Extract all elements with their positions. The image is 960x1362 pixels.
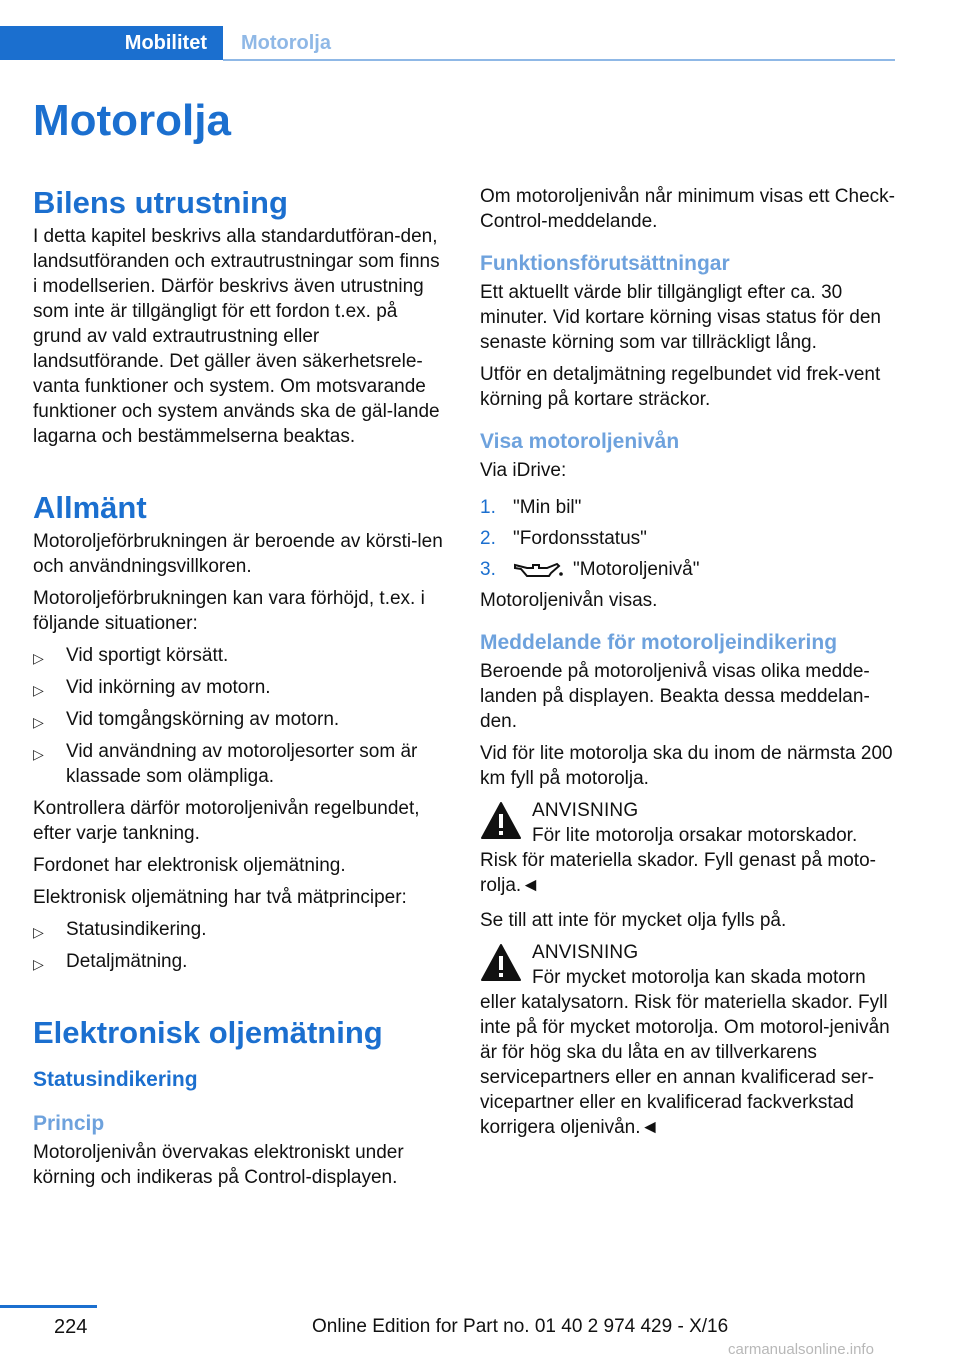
- paragraph-message: Beroende på motoroljenivå visas olika medde-landen på displayen. Beakta dessa meddelan-den.: [480, 661, 870, 732]
- heading-principle: Princip: [33, 1112, 105, 1135]
- triangle-bullet-icon: ▷: [33, 682, 44, 698]
- paragraph-requirements-2: Utför en detaljmätning regelbundet vid frek-vent körning på kortare sträckor.: [480, 364, 881, 410]
- left-column: [33, 184, 448, 1197]
- warning-low-oil: [480, 798, 898, 898]
- list-item: ▷ Detaljmätning.: [33, 949, 448, 974]
- paragraph-principle: Motoroljenivån övervakas elektroniskt under körning och indikeras på Control-displayen.: [33, 1142, 404, 1188]
- page-number: 224: [54, 1316, 88, 1338]
- list-item: ▷ Vid tomgångskörning av motorn.: [33, 707, 448, 732]
- warning-triangle-icon: [480, 800, 522, 842]
- triangle-bullet-icon: ▷: [33, 714, 44, 730]
- list-item: 2. "Fordonsstatus": [480, 528, 647, 549]
- paragraph-check: Kontrollera därför motoroljenivån regelbundet, efter varje tankning.: [33, 798, 420, 844]
- right-column: [480, 184, 898, 1150]
- list-item: ▷ Vid sportigt körsätt.: [33, 643, 448, 668]
- header-bar: [0, 26, 895, 62]
- list-item: ▷ Statusindikering.: [33, 917, 448, 942]
- header-divider: [223, 59, 895, 61]
- paragraph-via: Via iDrive:: [480, 460, 567, 481]
- heading-status: Statusindikering: [33, 1068, 198, 1091]
- paragraph-principles: Elektronisk oljemätning har två mätprinciper:: [33, 887, 407, 908]
- heading-equipment: Bilens utrustning: [33, 185, 288, 220]
- oil-can-icon: [513, 560, 565, 580]
- paragraph-electronic: Fordonet har elektronisk oljemätning.: [33, 855, 346, 876]
- tab-label: Motorolja: [241, 31, 331, 54]
- paragraph-general-2: Motoroljeförbrukningen kan vara förhöjd, t.ex. i följande situationer:: [33, 588, 425, 634]
- heading-message: Meddelande för motoroljeindikering: [480, 631, 838, 654]
- list-item: ▷ Vid inkörning av motorn.: [33, 675, 448, 700]
- triangle-bullet-icon: ▷: [33, 924, 44, 940]
- principle-list: [33, 917, 448, 974]
- paragraph-shown: Motoroljenivån visas.: [480, 590, 658, 611]
- paragraph-requirements-1: Ett aktuellt värde blir tillgängligt efter ca. 30 minuter. Vid kortare körning visas status för den senaste körning som var tillräckligt lång.: [480, 282, 881, 353]
- heading-general: Allmänt: [33, 490, 147, 525]
- paragraph-equipment: I detta kapitel beskrivs alla standardutföran-den, landsutföranden och extrautrustningar som finns i modellserien. Därför beskrivs även utrustning som inte är tillgängligt för ett fordon t.ex. på grund av vald extrautrustning eller landsutförande. Det gäller även säkerhetsrele-vanta funktioner och system. Om motsvarande funktioner och system används ska de gäl-lande lagarna och bestämmelserna beaktas.: [33, 226, 440, 447]
- paragraph-general-1: Motoroljeförbrukningen är beroende av körsti-len och användningsvillkoren.: [33, 531, 443, 577]
- step-list: [480, 495, 898, 582]
- edition-text: Online Edition for Part no. 01 40 2 974 429 - X/16: [312, 1316, 729, 1337]
- tab-mobilitet[interactable]: [0, 26, 223, 60]
- tab-label: Mobilitet: [124, 31, 207, 54]
- paragraph-minimum: Om motoroljenivån når minimum visas ett Check-Control-meddelande.: [480, 186, 895, 232]
- situation-list: [33, 643, 448, 789]
- paragraph-not-much: Se till att inte för mycket olja fylls på.: [480, 910, 787, 931]
- page-title: Motorolja: [33, 96, 231, 145]
- warning-too-much-oil: [480, 940, 898, 1140]
- warning-label: ANVISNING: [532, 800, 639, 821]
- heading-show-level: Visa motoroljenivån: [480, 430, 680, 453]
- heading-requirements: Funktionsförutsättningar: [480, 252, 730, 275]
- warning-text: För mycket motorolja kan skada motorn eller katalysatorn. Risk för materiella skador. Fyll inte på för mycket motorolja. Om motorol-jenivån är för hög ska du låta en av tillverkarens servicepartners eller en annan kvalificerad ser-vicepartner eller en kvalificerad fackverkstad korrigera oljenivån.◄: [480, 967, 890, 1138]
- tab-motorolja[interactable]: [241, 26, 331, 60]
- list-item: ▷ Vid användning av motoroljesorter som är klassade som olämpliga.: [33, 741, 418, 787]
- triangle-bullet-icon: ▷: [33, 746, 44, 762]
- triangle-bullet-icon: ▷: [33, 650, 44, 666]
- warning-label: ANVISNING: [532, 942, 639, 963]
- watermark: carmanualsonline.info: [728, 1341, 874, 1358]
- footer-divider: [0, 1305, 97, 1308]
- list-item: 1. "Min bil": [480, 497, 582, 518]
- warning-text: För lite motorolja orsakar motorskador. Risk för materiella skador. Fyll genast på moto-rolja.◄: [480, 825, 876, 896]
- heading-electronic: Elektronisk oljemätning: [33, 1015, 383, 1050]
- list-item: 3. "Motoroljenivå": [480, 559, 700, 580]
- warning-triangle-icon: [480, 942, 522, 984]
- paragraph-low: Vid för lite motorolja ska du inom de närmsta 200 km fyll på motorolja.: [480, 743, 893, 789]
- triangle-bullet-icon: ▷: [33, 956, 44, 972]
